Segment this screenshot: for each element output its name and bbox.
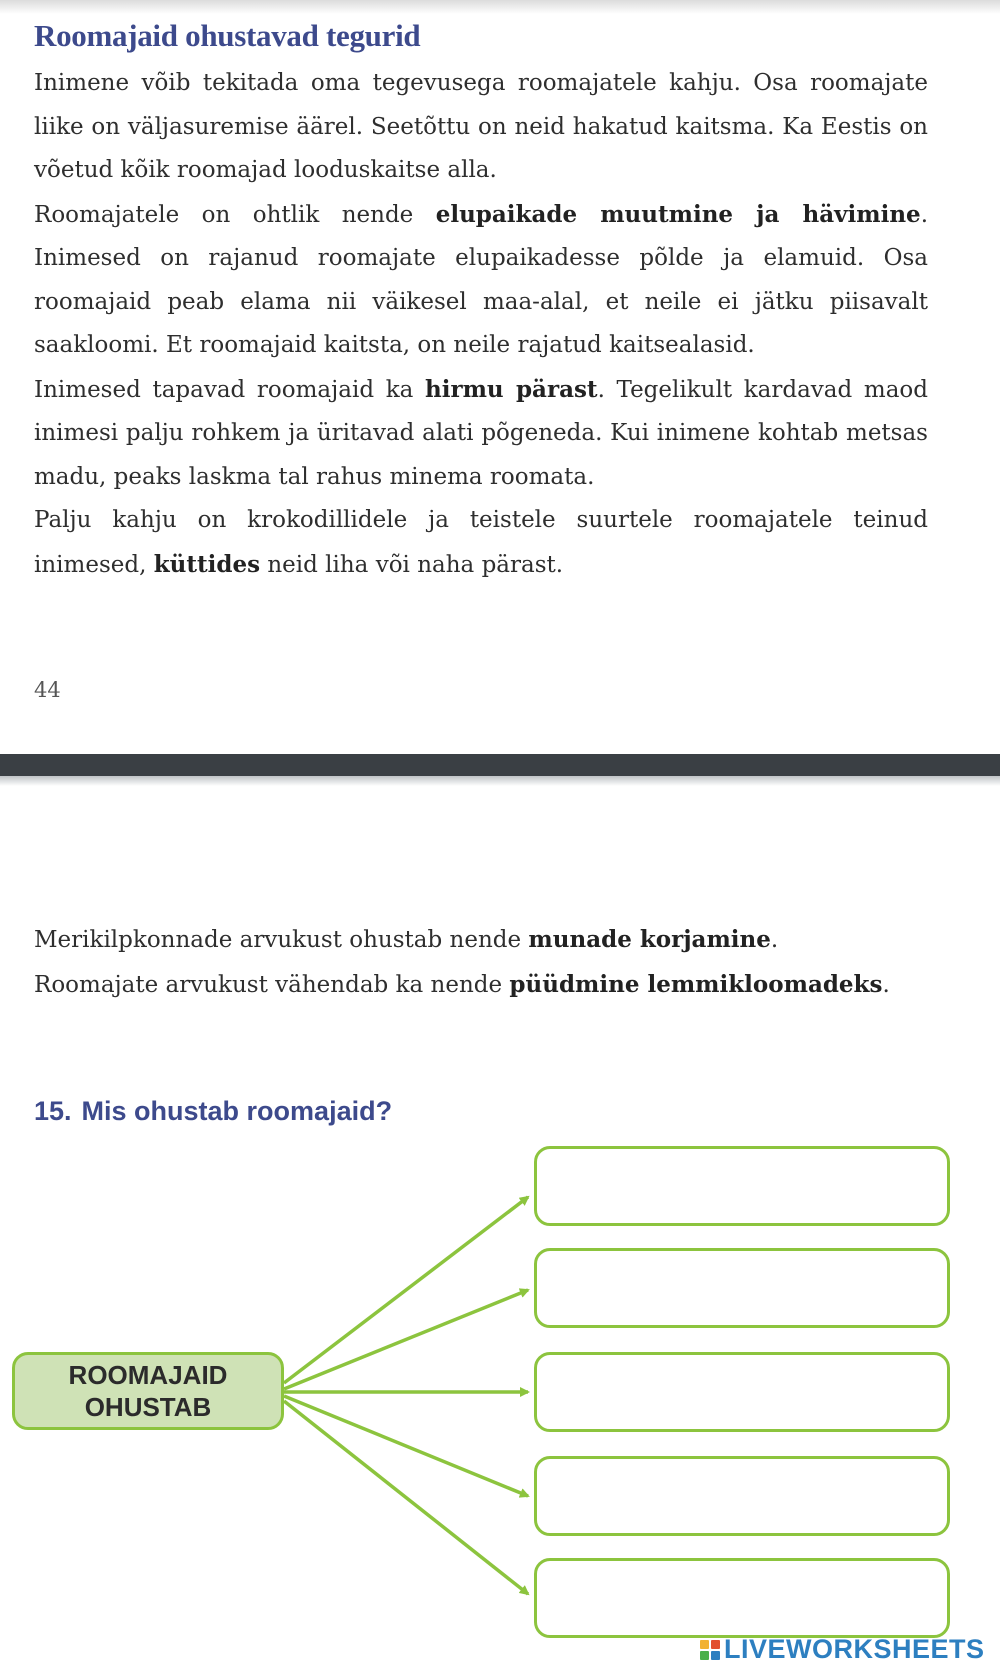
- bold-term: munade korjamine: [528, 926, 771, 953]
- answer-box-4[interactable]: [534, 1456, 950, 1536]
- source-box: [12, 1352, 284, 1430]
- exercise-question-text: Mis ohustab roomajaid?: [81, 1096, 393, 1126]
- exercise-number: 15.: [34, 1096, 72, 1126]
- paragraph-2: Roomajatele on ohtlik nende elupaikade muutmine ja hävimine. Inimesed on rajanud roomajate elupaikadesse põlde ja elamuid. Osa roomajaid peab elama nii väikesel maa-alal, et neile ei jätku piisavalt saakloomi. Et roomajaid kaitsta, on neile rajatud kaitsealasid.: [34, 200, 928, 358]
- paragraph-5: Merikilpkonnade arvukust ohustab nende munade korjamine.: [34, 926, 779, 953]
- arrow-1: [284, 1197, 528, 1383]
- page-number: 44: [34, 678, 61, 702]
- source-label-line2: OHUSTAB: [84, 1392, 212, 1422]
- liveworksheets-logo-icon: [700, 1640, 720, 1660]
- section-title: Roomajaid ohustavad tegurid: [34, 18, 421, 53]
- arrow-5: [284, 1401, 528, 1594]
- arrow-4: [284, 1396, 528, 1496]
- paragraph-3: Inimesed tapavad roomajaid ka hirmu pärast. Tegelikult kardavad maod inimesi palju rohkem ja üritavad alati põgeneda. Kui inimene kohtab metsas madu, peaks laskma tal rahus minema roomata.: [34, 375, 928, 490]
- bold-term: püüdmine lemmikloomadeks: [509, 970, 883, 998]
- arrow-2: [284, 1290, 528, 1389]
- bold-term: elupaikade muutmine ja hävimine: [435, 200, 921, 228]
- answer-box-5[interactable]: [534, 1558, 950, 1638]
- liveworksheets-watermark: [700, 1634, 985, 1665]
- answer-box-1[interactable]: [534, 1146, 950, 1226]
- bold-term: hirmu pärast: [425, 375, 598, 403]
- watermark-text: LIVEWORKSHEETS: [724, 1634, 985, 1664]
- paragraph-6: Roomajate arvukust vähendab ka nende püüdmine lemmikloomadeks.: [34, 970, 890, 998]
- source-label-line1: ROOMAJAID: [68, 1360, 228, 1390]
- answer-box-3[interactable]: [534, 1352, 950, 1432]
- answer-box-2[interactable]: [534, 1248, 950, 1328]
- bold-term: küttides: [153, 550, 261, 578]
- paragraph-4: Palju kahju on krokodillidele ja teistele suurtele roomajatele teinud inimesed, küttides neid liha või naha pärast.: [34, 507, 928, 578]
- paragraph-1: Inimene võib tekitada oma tegevusega roomajatele kahju. Osa roomajate liike on väljasuremise äärel. Seetõttu on neid hakatud kaitsma. Ka Eestis on võetud kõik roomajad looduskaitse alla.: [34, 70, 928, 183]
